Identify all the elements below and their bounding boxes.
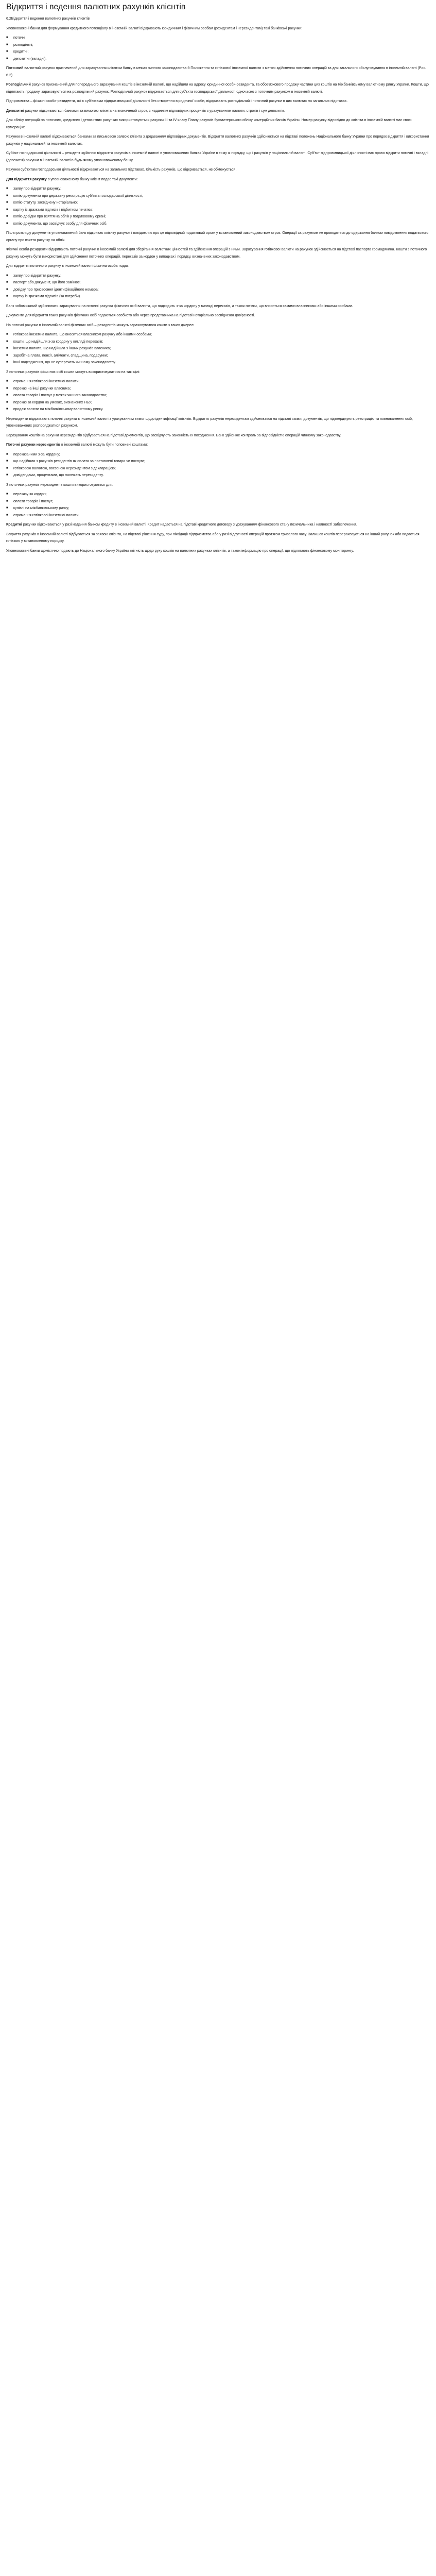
bullet-item: ■ готівкова іноземна валюта, що вноситься власником рахунку або іншими особами; bbox=[6, 331, 431, 338]
bullet-item: ■ довідку про присвоєння ідентифікаційного номера; bbox=[6, 286, 431, 294]
bullet-item: ■ заробітна плата, пенсії, аліменти, спадщина, подарунки; bbox=[6, 352, 431, 360]
paragraph-text: З поточних рахунків нерезидентів кошти використовуються для: bbox=[6, 483, 114, 487]
paragraph-text: Документи для відкриття таких рахунків фізичних осіб подаються особисто або через представника на підставі нотаріально засвідченої довіреності. bbox=[6, 314, 255, 317]
paragraph bbox=[6, 166, 431, 174]
paragraph-bold-lead: Поточний bbox=[6, 66, 24, 70]
bullet-item: ■ дивідендами, процентами, що належать нерезиденту. bbox=[6, 472, 431, 479]
page-title: Відкриття і ведення валютних рахунків клієнтів bbox=[6, 3, 186, 11]
paragraph bbox=[6, 25, 431, 32]
bullet-item: ■ що надійшли з рахунків резидентів як оплата за поставлені товари чи послуги; bbox=[6, 458, 431, 465]
document-body bbox=[6, 15, 431, 554]
paragraph bbox=[6, 548, 431, 555]
paragraph bbox=[6, 117, 431, 131]
paragraph-text: Рахунки суб'єктам господарської діяльності відкриваються на загальних підставах. Кількість рахунків, що відкривається, не обмежується. bbox=[6, 168, 237, 172]
bullet-list bbox=[6, 273, 431, 300]
bullet-item: ■ копію довідки про взяття на облік у податковому органі; bbox=[6, 213, 431, 221]
bullet-item: ■ купівлі на міжбанківському ринку; bbox=[6, 505, 431, 512]
paragraph-bold-lead: Для відкриття рахунку bbox=[6, 177, 47, 181]
bullet-item: ■ отримання готівкової іноземної валюти; bbox=[6, 378, 431, 385]
paragraph bbox=[6, 531, 431, 545]
bullet-item: ■ поточні; bbox=[6, 35, 431, 42]
bullet-item: ■ переказаними з-за кордону; bbox=[6, 451, 431, 459]
paragraph-text: Підприємства – фізичні особи-резиденти, які є суб'єктами підприємницької діяльності без створення юридичної особи, відкривають розподільчий і поточний рахунки в цих валютах на загальних підставах. bbox=[6, 99, 348, 103]
paragraph-text: Нерезиденти відкривають поточні рахунки в іноземній валюті з урахуванням вимог щодо ідентифікації клієнтів. Відкриття рахунків нерезидентам здійснюється на підставі заяви, документів, що підтверджують реєстрацію та повноваження осіб, уповноважених розпоряджатися рахунком. bbox=[6, 417, 413, 428]
paragraph-text: валютний рахунок призначений для зарахування клієнтом банку в межах чинного законодавства й Положення та готівкової іноземної валюти з метою здійснення поточних операцій та для загального обслуговування в іноземній валюті (Рис. 6.2). bbox=[6, 66, 426, 77]
paragraph-text: в іноземній валюті можуть бути поповнені коштами: bbox=[60, 443, 148, 447]
bullet-item: ■ кошти, що надійшли з-за кордону у вигляді переказів; bbox=[6, 338, 431, 346]
bullet-item: ■ копію документа про державну реєстрацію суб'єкта господарської діяльності; bbox=[6, 193, 431, 200]
paragraph bbox=[6, 65, 431, 79]
document-page bbox=[0, 0, 436, 564]
bullet-item: ■ копію статуту, засвідчену нотаріально; bbox=[6, 199, 431, 207]
paragraph bbox=[6, 312, 431, 319]
bullet-list bbox=[6, 35, 431, 62]
bullet-item: ■ картку із зразками підписів і відбитком печатки; bbox=[6, 207, 431, 214]
paragraph-text: Після розгляду документів уповноважений банк відкриває клієнту рахунок і повідомляє про це відповідний податковий орган у встановлений законодавством строк. Операції за рахунком не проводяться до одержання банком повідомлення податкового органу про взяття рахунку на облік. bbox=[6, 231, 429, 242]
paragraph-text: На поточні рахунки в іноземній валюті фізичних осіб – резидентів можуть зараховуватися кошти з таких джерел: bbox=[6, 323, 195, 327]
paragraph-text: З поточних рахунків фізичних осіб кошти можуть використовуватися на такі цілі: bbox=[6, 370, 141, 374]
paragraph bbox=[6, 521, 431, 529]
paragraph bbox=[6, 150, 431, 164]
paragraph-bold-lead: Розподільчий bbox=[6, 83, 31, 87]
bullet-item: ■ розподільчі; bbox=[6, 42, 431, 49]
paragraph bbox=[6, 416, 431, 430]
paragraph bbox=[6, 176, 431, 183]
bullet-item: ■ іноземна валюта, що надійшла з інших рахунків власника; bbox=[6, 345, 431, 352]
paragraph-text: 6.2Відкриття і ведення валютних рахунків клієнтів bbox=[6, 17, 90, 21]
paragraph-bold-lead: Депозитні bbox=[6, 109, 24, 113]
paragraph-text: Для відкриття поточного рахунку в іноземній валюті фізична особа подає: bbox=[6, 264, 130, 268]
paragraph bbox=[6, 442, 431, 449]
paragraph bbox=[6, 230, 431, 244]
paragraph bbox=[6, 303, 431, 310]
paragraph bbox=[6, 432, 431, 439]
bullet-item: ■ переказ на інші рахунки власника; bbox=[6, 385, 431, 393]
paragraph-text: Уповноважені банки щомісячно подають до Національного банку України звітність щодо руху коштів на валютних рахунках клієнтів, а також інформацію про операції, що підлягають фінансовому моніторингу. bbox=[6, 549, 354, 553]
paragraph bbox=[6, 108, 431, 115]
bullet-item: ■ переказу за кордон; bbox=[6, 491, 431, 498]
paragraph bbox=[6, 246, 431, 260]
bullet-list bbox=[6, 378, 431, 413]
paragraph-text: рахунки відкриваються у разі надання банком кредиту в іноземній валюті. Кредит надається на підставі кредитного договору з урахуванням фінансового стану позичальника і наявності забезпечення. bbox=[22, 523, 357, 527]
paragraph-bold-lead: Поточні рахунки нерезидентів bbox=[6, 443, 61, 447]
bullet-item: ■ інші надходження, що не суперечать чинному законодавству. bbox=[6, 359, 431, 366]
paragraph-text: в уповноваженому банку клієнт подає такі документи: bbox=[46, 177, 138, 181]
paragraph-text: Банк зобов'язаний здійснювати зарахування на поточні рахунки фізичних осіб валюти, що надходить з-за кордону у вигляді переказів, а також готівки, що вноситься самими власниками або іншими особами. bbox=[6, 304, 353, 308]
bullet-item: ■ готівковою валютою, ввезеною нерезидентом з декларацією; bbox=[6, 465, 431, 472]
bullet-item: ■ заяву про відкриття рахунку; bbox=[6, 185, 431, 193]
bullet-item: ■ копію документа, що засвідчує особу для фізичних осіб. bbox=[6, 221, 431, 228]
bullet-list bbox=[6, 185, 431, 227]
paragraph-text: Рахунки в іноземній валюті відкриваються банками за письмовою заявою клієнта з додаванням відповідних документів. Відкриття валютних рахунків здійснюється на підставі положень Національного банку України про порядок відкриття і використання рахунків у національній та іноземній валютах. bbox=[6, 135, 429, 146]
bullet-list bbox=[6, 491, 431, 519]
paragraph bbox=[6, 15, 431, 23]
bullet-list bbox=[6, 451, 431, 479]
paragraph bbox=[6, 98, 431, 105]
paragraph bbox=[6, 322, 431, 329]
paragraph-bold-lead: Кредитні bbox=[6, 523, 22, 527]
bullet-item: ■ паспорт або документ, що його замінює; bbox=[6, 279, 431, 286]
paragraph bbox=[6, 133, 431, 147]
bullet-item: ■ депозитні (вкладні). bbox=[6, 56, 431, 63]
bullet-item: ■ продаж валюти на міжбанківському валютному ринку. bbox=[6, 406, 431, 413]
paragraph-text: Суб'єкт господарської діяльності – резидент здійснює відкриття рахунків в іноземній валюті в уповноважених банках України в тому ж порядку, що і рахунків у національній валюті. Суб'єкт підприємницької діяльності має право відкрити поточні і вкладні (депозитні) рахунки в іноземній валюті в будь-якому уповноваженому банку. bbox=[6, 151, 428, 162]
paragraph-text: Для обліку операцій на поточних, кредитних і депозитних рахунках використовуються рахунки III та IV класу Плану рахунків бухгалтерського обліку комерційних банків України. Номер рахунку відповідно до клієнта в іноземній валюті має свою нумерацію: bbox=[6, 118, 412, 129]
paragraph-text: Зарахування коштів на рахунки нерезидентів відбувається на підставі документів, що засвідчують законність їх походження. Банк здійснює контроль за відповідністю операцій чинному законодавству. bbox=[6, 433, 341, 437]
paragraph-text: Фізичні особи-резиденти відкривають поточні рахунки в іноземній валюті для зберігання валютних цінностей та здійснення операцій з ними. Зарахування готівкової валюти на рахунок здійснюється на підставі паспорта громадянина. Кошти з поточного рахунку можуть бути використані для здійснення поточних операцій, переказів за кордон у випадках і порядку, визначених законодавством. bbox=[6, 248, 427, 259]
paragraph-text: Закриття рахунків в іноземній валюті відбувається за заявою клієнта, на підставі рішення суду, при ліквідації підприємства або у разі відсутності операцій протягом тривалого часу. Залишок коштів перераховується на інший рахунок або видається готівкою у встановленому порядку. bbox=[6, 532, 420, 543]
bullet-item: ■ заяву про відкриття рахунку; bbox=[6, 273, 431, 280]
bullet-item: ■ отримання готівкової іноземної валюти. bbox=[6, 512, 431, 519]
bullet-item: ■ оплата товарів і послуг у межах чинного законодавства; bbox=[6, 392, 431, 399]
paragraph bbox=[6, 263, 431, 270]
bullet-item: ■ картку із зразками підписів (за потреби). bbox=[6, 293, 431, 300]
bullet-item: ■ переказ за кордон на умовах, визначених НБУ; bbox=[6, 399, 431, 406]
paragraph-text: Уповноважені банки для формування кредитного потенціалу в іноземній валюті відкривають юридичним і фізичним особам (резидентам і нерезидентам) такі банківські рахунки: bbox=[6, 26, 303, 30]
paragraph-text: рахунки відкриваються банками за вимогою клієнта на визначений строк, з наданням відповідних процентів з урахуванням валюти, строків і сум депозитів. bbox=[24, 109, 285, 113]
paragraph bbox=[6, 369, 431, 376]
bullet-item: ■ оплати товарів і послуг; bbox=[6, 498, 431, 505]
bullet-item: ■ кредитні; bbox=[6, 48, 431, 56]
paragraph bbox=[6, 482, 431, 489]
paragraph bbox=[6, 81, 431, 95]
paragraph-text: рахунок призначений для попереднього зарахування коштів в іноземній валюті, що надійшли на адресу юридичної особи-резидента, та обов'язкового продажу частини цих коштів на міжбанківському валютному ринку України. Кошти, що підлягають продажу, зараховуються на розподільчий рахунок. Розподільчий рахунок відкривається для суб'єкта господарської діяльності одночасно з поточним рахунком в іноземній валюті. bbox=[6, 83, 429, 94]
bullet-list bbox=[6, 331, 431, 366]
